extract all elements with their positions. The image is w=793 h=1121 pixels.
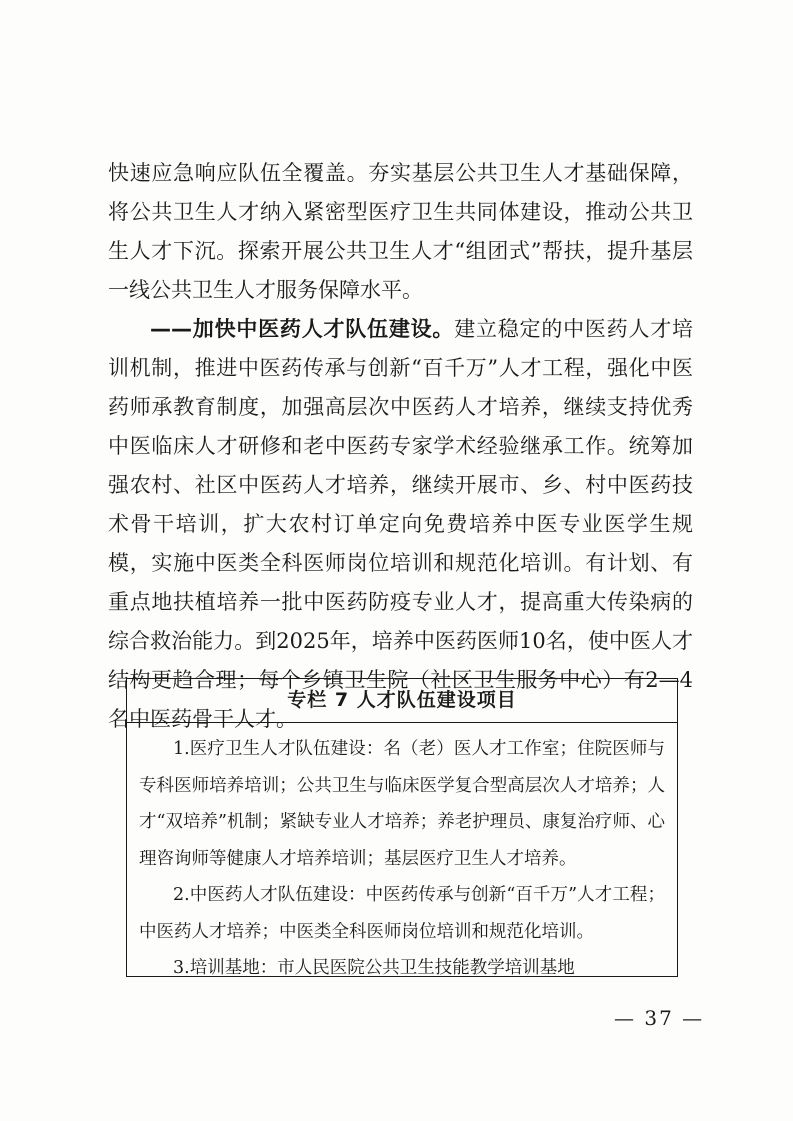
paragraph-tcm-text: 建立稳定的中医药人才培训机制，推进中医药传承与创新“百千万”人才工程，强化中医药师承教育制度，加强高层次中医药人才培养，继续支持优秀中医临床人才研修和老中医药专家学术经验继承工作。统筹加强农村、社区中医药人才培养，继续开展市、乡、村中医药技术骨干培训，扩大农村订单定向免费培养中医专业医学生规模，实施中医类全科医师岗位培训和规范化培训。有计划、有重点地扶植培养一批中医药防疫专业人才，提高重大传染病的综合救治能力。到2025年，培养中医药医师10名，使中医人才结构更趋合理；每个乡镇卫生院（社区卫生服务中心）有2—4名中医药骨干人才。	[108, 317, 694, 731]
box-item-training-base: 3.培训基地：市人民医院公共卫生技能教学培训基地	[173, 958, 575, 978]
box-item-medical-talent: 1.医疗卫生人才队伍建设：名（老）医人才工作室；住院医师与专科医师培养培训；公共卫生与临床医学复合型高层次人才培养；人才“双培养”机制；紧缺专业人才培养；养老护理员、康复治疗师、心理咨询师等健康人才培养培训；基层医疗卫生人才培养。	[139, 739, 665, 869]
paragraph-tcm-talent	[108, 310, 693, 739]
paragraph-public-health: 快速应急响应队伍全覆盖。夯实基层公共卫生人才基础保障，将公共卫生人才纳入紧密型医疗卫生共同体建设，推动公共卫生人才下沉。探索开展公共卫生人才“组团式”帮扶，提升基层一线公共卫生人才服务保障水平。	[108, 161, 693, 302]
box-title: 专栏 7 人才队伍建设项目	[127, 679, 677, 723]
box-item-tcm-talent: 2.中医药人才队伍建设：中医药传承与创新“百千万”人才工程；中医药人才培养；中医类全科医师岗位培训和规范化培训。	[139, 885, 665, 942]
box-body	[127, 723, 677, 987]
section-heading-tcm: ——加快中医药人才队伍建设。	[150, 317, 455, 341]
page-number: — 37 —	[614, 1006, 705, 1030]
column-box-talent-projects	[126, 678, 678, 977]
